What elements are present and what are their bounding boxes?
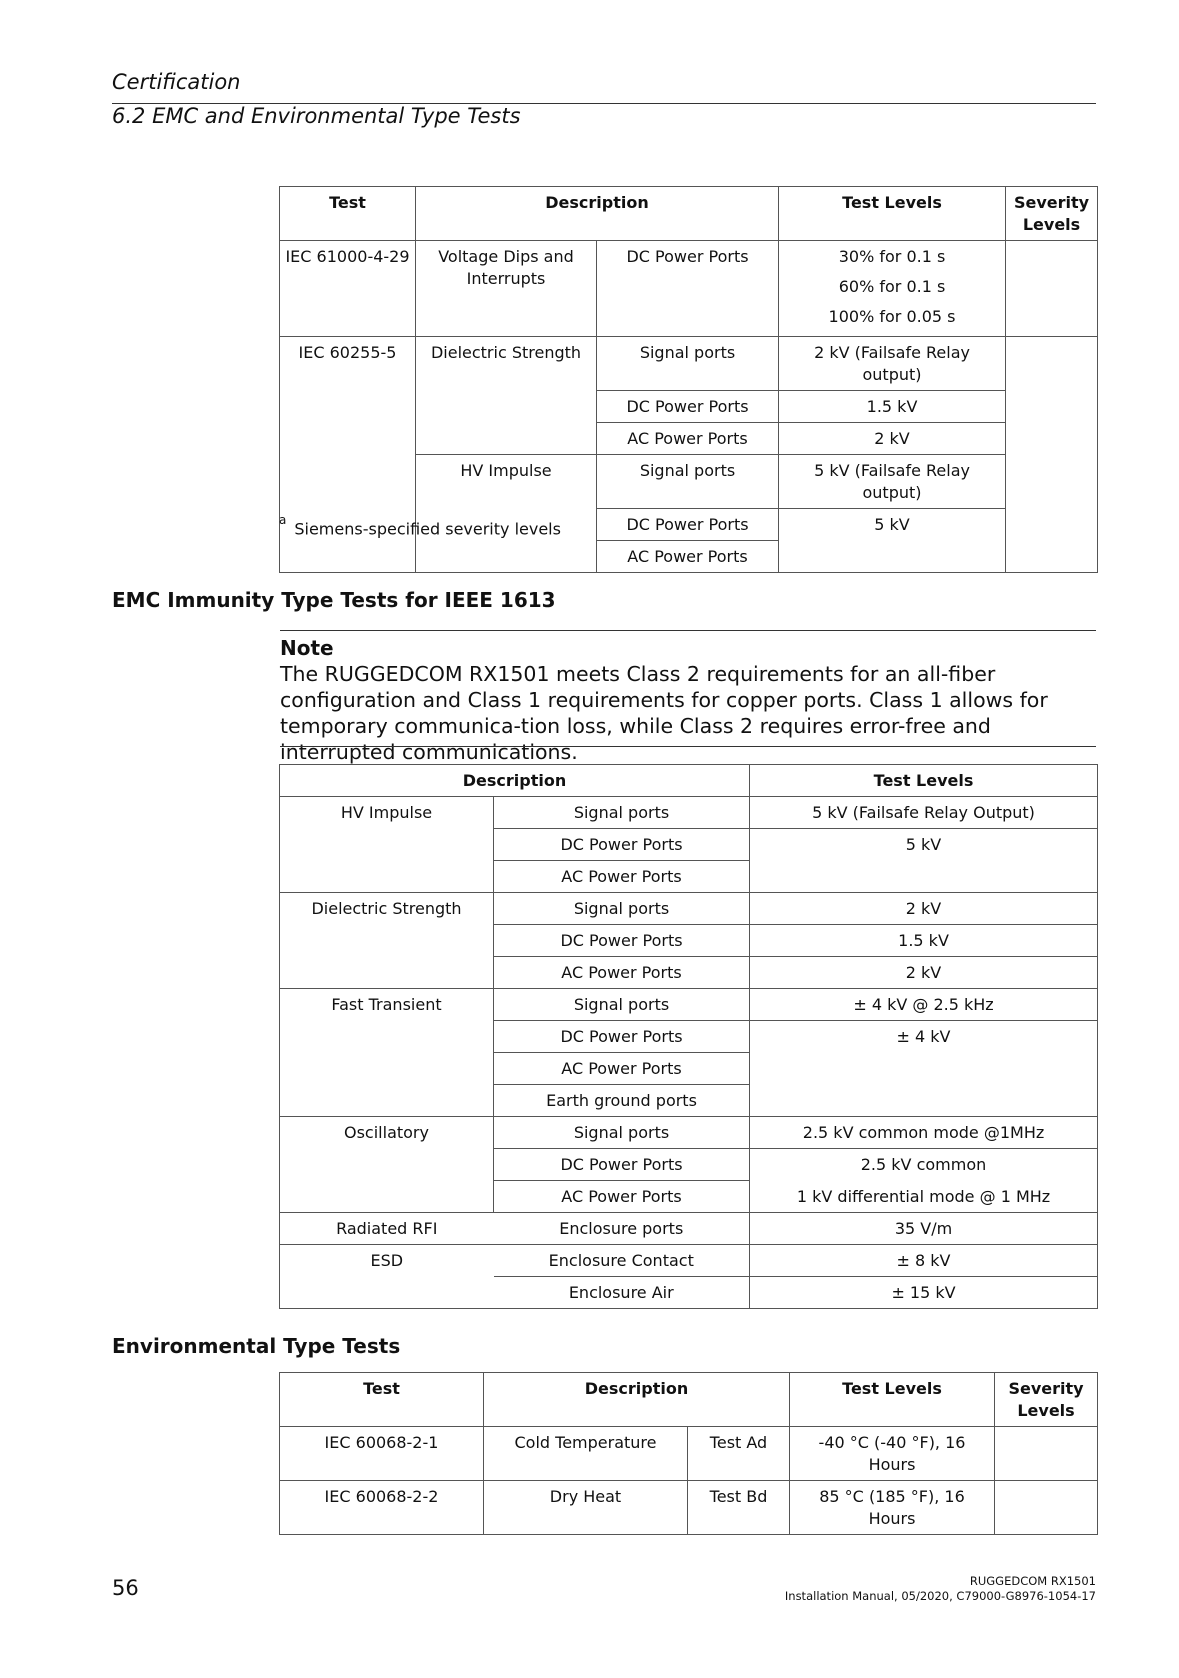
cell-levels: 85 °C (185 °F), 16 Hours: [790, 1481, 995, 1535]
cell-severity: [995, 1481, 1098, 1535]
cell-description: Dielectric Strength: [416, 337, 597, 455]
level-item: 30% for 0.1 s: [838, 247, 946, 266]
header-test-levels: Test Levels: [790, 1373, 995, 1427]
table-row: [280, 1245, 1098, 1277]
cell-port: Signal ports: [597, 337, 779, 391]
cell-levels: 2 kV: [750, 957, 1098, 989]
cell-port: Signal ports: [494, 797, 750, 829]
footnote-text: Siemens-specified severity levels: [294, 519, 561, 539]
cell-port: Signal ports: [494, 893, 750, 925]
cell-test: IEC 61000-4-29: [280, 241, 416, 337]
cell-test-name: Fast Transient: [280, 989, 494, 1117]
cell-levels: -40 °C (-40 °F), 16 Hours: [790, 1427, 995, 1481]
cell-port: AC Power Ports: [494, 957, 750, 989]
cell-port: AC Power Ports: [494, 1053, 750, 1085]
table-header-row: [280, 1373, 1098, 1427]
level-item: 60% for 0.1 s: [838, 277, 946, 296]
cell-description: HV Impulse: [416, 455, 597, 573]
cell-levels: 5 kV: [779, 509, 1006, 573]
cell-port: Signal ports: [494, 1117, 750, 1149]
cell-levels: 1.5 kV: [750, 925, 1098, 957]
cell-port: DC Power Ports: [494, 1021, 750, 1053]
header-test: Test: [280, 1373, 484, 1427]
cell-levels: ± 4 kV: [750, 1021, 1098, 1117]
cell-port: DC Power Ports: [597, 241, 779, 337]
cell-severity: [1006, 337, 1098, 573]
table-row: [280, 989, 1098, 1021]
footnote-marker: a: [279, 513, 287, 527]
cell-test-name: HV Impulse: [280, 797, 494, 893]
cell-levels: [779, 241, 1006, 337]
cell-levels: 5 kV (Failsafe Relay Output): [750, 797, 1098, 829]
cell-test-name: Dielectric Strength: [280, 893, 494, 989]
header-severity: Severity Levels: [995, 1373, 1098, 1427]
heading-ieee-1613: EMC Immunity Type Tests for IEEE 1613: [112, 588, 556, 612]
table-row: [280, 1427, 1098, 1481]
table-row: [280, 337, 1098, 391]
cell-port: Enclosure Contact: [494, 1245, 750, 1277]
table-environmental: [279, 1372, 1098, 1535]
cell-levels: ± 8 kV: [750, 1245, 1098, 1277]
cell-port: Earth ground ports: [494, 1085, 750, 1117]
cell-levels: ± 4 kV @ 2.5 kHz: [750, 989, 1098, 1021]
header-severity: Severity Levels: [1006, 187, 1098, 241]
note-text: The RUGGEDCOM RX1501 meets Class 2 requirements for an all-fiber configuration and Class 1 requirements for copper ports. Class 1 allows for temporary communica-tion loss, while Class 2 requires error-free and interrupted communications.: [280, 662, 1048, 764]
cell-levels: 35 V/m: [750, 1213, 1098, 1245]
cell-test-name: Oscillatory: [280, 1117, 494, 1213]
header-description: Description: [484, 1373, 790, 1427]
cell-levels: 5 kV (Failsafe Relay output): [779, 455, 1006, 509]
cell-code: Test Ad: [688, 1427, 790, 1481]
cell-port: DC Power Ports: [494, 925, 750, 957]
cell-test: IEC 60068-2-2: [280, 1481, 484, 1535]
cell-port: DC Power Ports: [597, 391, 779, 423]
header-test-levels: Test Levels: [779, 187, 1006, 241]
cell-severity: [1006, 241, 1098, 337]
table-header-row: [280, 765, 1098, 797]
cell-levels: ± 15 kV: [750, 1277, 1098, 1309]
cell-port: Signal ports: [597, 455, 779, 509]
cell-levels: 2 kV: [750, 893, 1098, 925]
footer-doc: Installation Manual, 05/2020, C79000-G8976-1054-17: [784, 1589, 1096, 1603]
cell-port: DC Power Ports: [494, 1149, 750, 1181]
heading-environmental: Environmental Type Tests: [112, 1334, 401, 1358]
cell-test-name: ESD: [280, 1245, 494, 1309]
cell-port: AC Power Ports: [494, 1181, 750, 1213]
note-title: Note: [280, 636, 334, 660]
table-row: [280, 1117, 1098, 1149]
cell-levels: 2.5 kV common: [750, 1149, 1098, 1181]
table-header-row: [280, 187, 1098, 241]
cell-port: Enclosure ports: [494, 1213, 750, 1245]
page-number: 56: [112, 1576, 139, 1600]
footnote: [279, 513, 561, 539]
table-row: [280, 893, 1098, 925]
cell-description: Cold Temperature: [484, 1427, 688, 1481]
cell-test: IEC 60068-2-1: [280, 1427, 484, 1481]
cell-test-name: Radiated RFI: [280, 1213, 494, 1245]
cell-code: Test Bd: [688, 1481, 790, 1535]
cell-levels: 2 kV: [779, 423, 1006, 455]
table-row: [280, 1213, 1098, 1245]
cell-levels: 2.5 kV common mode @1MHz: [750, 1117, 1098, 1149]
note-top-rule: [280, 630, 1096, 631]
cell-test: IEC 60255-5: [280, 337, 416, 573]
header-description: Description: [280, 765, 750, 797]
cell-port: AC Power Ports: [597, 423, 779, 455]
header-test: Test: [280, 187, 416, 241]
page-footer: [785, 1574, 1096, 1604]
cell-description: Voltage Dips and Interrupts: [416, 241, 597, 337]
cell-levels: 1 kV differential mode @ 1 MHz: [750, 1181, 1098, 1213]
section-title: 6.2 EMC and Environmental Type Tests: [112, 104, 521, 128]
table-row: [280, 241, 1098, 337]
cell-levels: 2 kV (Failsafe Relay output): [779, 337, 1006, 391]
cell-port: DC Power Ports: [494, 829, 750, 861]
table-emc-tests: [279, 186, 1098, 573]
header-description: Description: [416, 187, 779, 241]
cell-port: Enclosure Air: [494, 1277, 750, 1309]
cell-levels: 1.5 kV: [779, 391, 1006, 423]
cell-description: Dry Heat: [484, 1481, 688, 1535]
table-row: [280, 797, 1098, 829]
table-row: [280, 1481, 1098, 1535]
note-bottom-rule: [280, 746, 1096, 747]
cell-port: AC Power Ports: [494, 861, 750, 893]
level-item: 100% for 0.05 s: [828, 307, 956, 326]
cell-port: DC Power Ports: [597, 509, 779, 541]
cell-severity: [995, 1427, 1098, 1481]
table-ieee-1613: [279, 764, 1098, 1309]
cell-port: AC Power Ports: [597, 541, 779, 573]
chapter-title: Certification: [112, 70, 241, 94]
cell-levels: 5 kV: [750, 829, 1098, 893]
header-test-levels: Test Levels: [750, 765, 1098, 797]
cell-port: Signal ports: [494, 989, 750, 1021]
footer-product: RUGGEDCOM RX1501: [969, 1574, 1096, 1588]
